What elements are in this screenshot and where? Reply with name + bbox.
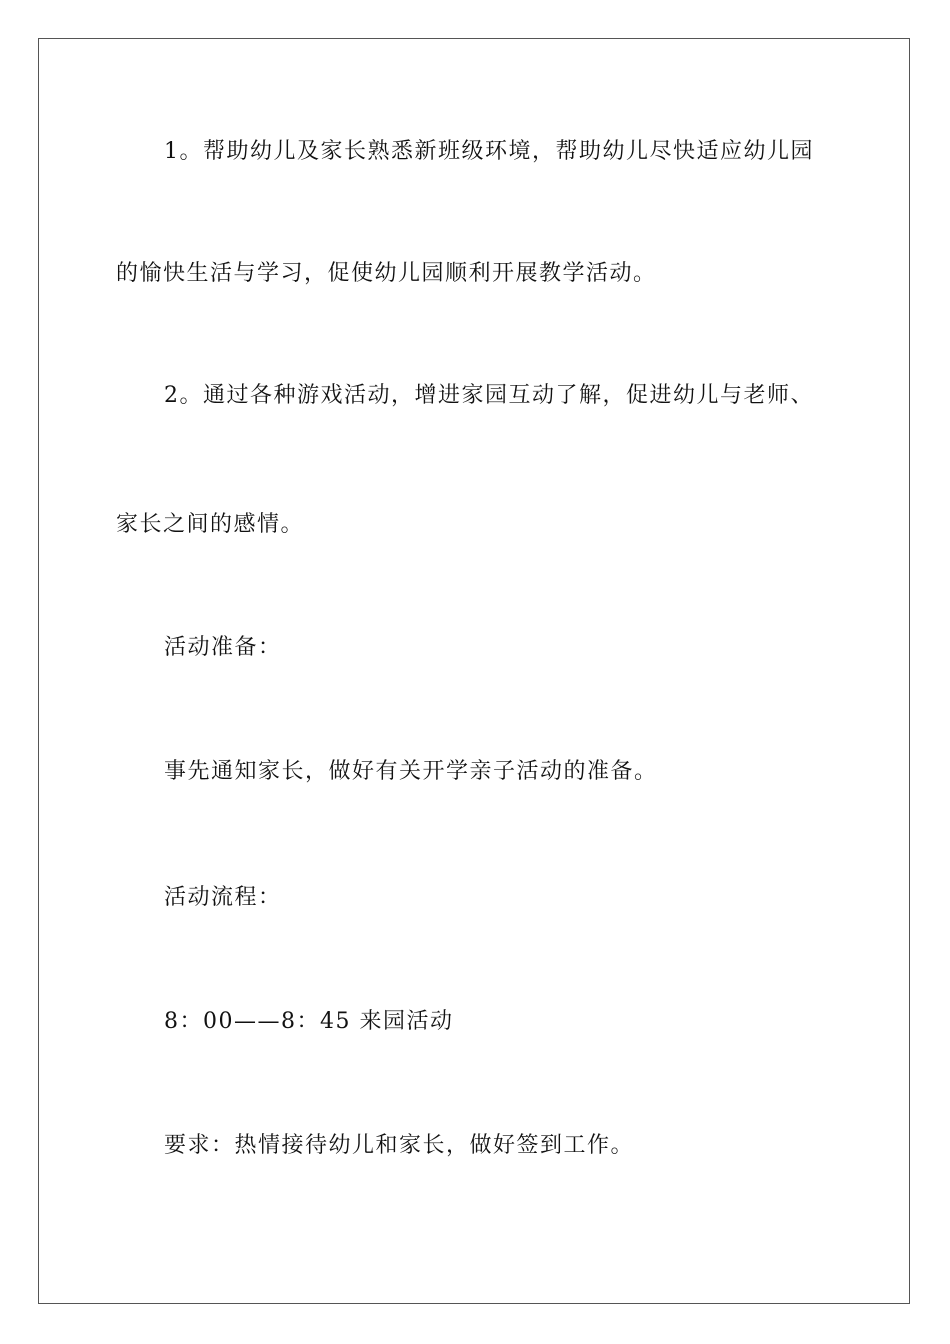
prep-heading: 活动准备： [164,635,282,660]
flow-heading: 活动流程： [164,885,282,910]
paragraph-2-line-2: 家长之间的感情。 [116,512,305,537]
page-border [38,38,910,1304]
prep-text: 事先通知家长，做好有关开学亲子活动的准备。 [164,759,658,784]
requirement-text: 要求：热情接待幼儿和家长，做好签到工作。 [164,1133,635,1158]
paragraph-1-line-1: 1。帮助幼儿及家长熟悉新班级环境，帮助幼儿尽快适应幼儿园 [164,139,814,164]
paragraph-2-line-1: 2。通过各种游戏活动，增进家园互动了解，促进幼儿与老师、 [164,383,814,408]
time-slot: 8：00——8：45 来园活动 [164,1009,454,1034]
paragraph-1-line-2: 的愉快生活与学习，促使幼儿园顺利开展教学活动。 [116,261,657,286]
